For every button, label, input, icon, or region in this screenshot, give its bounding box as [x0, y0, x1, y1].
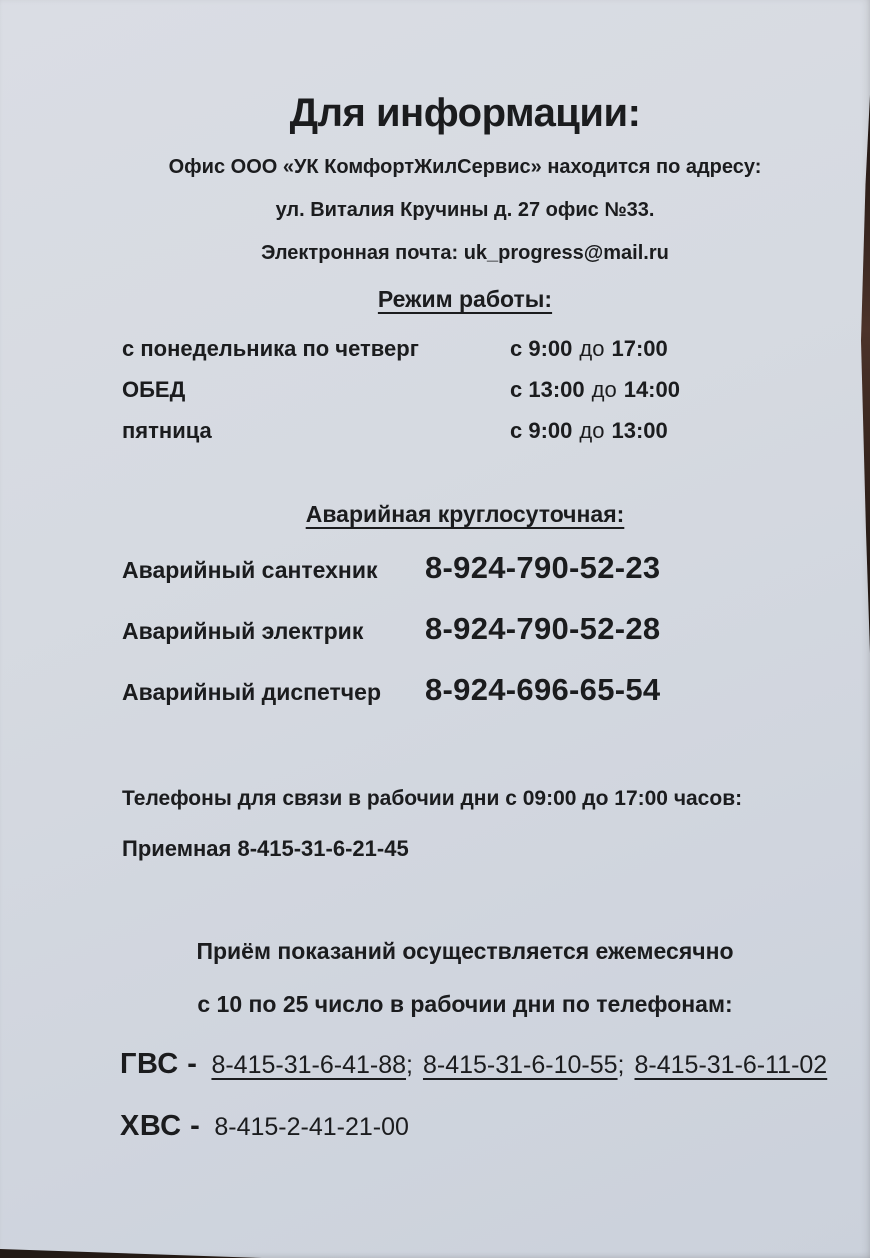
emergency-row-dispatcher: [122, 672, 870, 708]
readings-line-1: Приём показаний осуществляется ежемесячно: [196, 938, 734, 964]
emergency-label: Аварийный сантехник: [122, 557, 378, 583]
paper-edge-dark-background-bottom: [0, 1249, 262, 1258]
emergency-row-electrician: [122, 611, 870, 647]
gvs-phone: 8-415-31-6-10-55: [422, 1051, 618, 1079]
street-address-line: ул. Виталия Кручины д. 27 офис №33.: [275, 199, 655, 221]
schedule-label: с понедельника по четверг: [122, 336, 419, 361]
gvs-phone: 8-415-31-6-41-88: [211, 1051, 407, 1079]
schedule-time: с 9:00 до 17:00: [510, 336, 668, 361]
hvs-phone: 8-415-2-41-21-00: [214, 1113, 409, 1141]
schedule-label: ОБЕД: [122, 377, 186, 402]
email-label: Электронная почта:: [261, 242, 459, 264]
emergency-label: Аварийный диспетчер: [122, 679, 381, 705]
emergency-phone: 8-924-790-52-23: [425, 550, 661, 585]
gvs-label: ГВС -: [120, 1048, 198, 1080]
schedule-time: с 9:00 до 13:00: [510, 418, 668, 443]
separator: ;: [617, 1051, 625, 1079]
schedule-label: пятница: [122, 418, 212, 443]
office-phones-intro: Телефоны для связи в рабочии дни с 09:00 до 17:00 часов:: [122, 787, 743, 810]
emergency-phone: 8-924-696-65-54: [425, 672, 661, 707]
gvs-phone: 8-415-31-6-11-02: [634, 1051, 828, 1079]
separator: ;: [406, 1051, 413, 1079]
emergency-label: Аварийный электрик: [122, 618, 364, 644]
email-line: [60, 242, 870, 265]
schedule-time: с 13:00 до 14:00: [510, 377, 680, 402]
office-address-line: Офис ООО «УК КомфортЖилСервис» находится по адресу:: [168, 156, 762, 178]
hvs-line: [120, 1110, 870, 1143]
emergency-heading: Аварийная круглосуточная:: [305, 501, 625, 527]
page-title: Для информации:: [289, 91, 641, 135]
schedule-row-weekdays: [122, 336, 860, 361]
schedule-row-lunch: [122, 377, 860, 402]
readings-line-2: с 10 по 25 число в рабочии дни по телефонам:: [197, 991, 733, 1017]
emergency-phone: 8-924-790-52-28: [425, 611, 661, 646]
gvs-line: [120, 1048, 870, 1081]
reception-line: Приемная 8-415-31-6-21-45: [122, 836, 409, 861]
hvs-label: ХВС -: [120, 1110, 201, 1142]
email-value: uk_progress@mail.ru: [463, 242, 669, 264]
schedule-row-friday: [122, 418, 860, 443]
emergency-row-plumber: [122, 550, 870, 586]
work-hours-heading: Режим работы:: [377, 286, 553, 312]
